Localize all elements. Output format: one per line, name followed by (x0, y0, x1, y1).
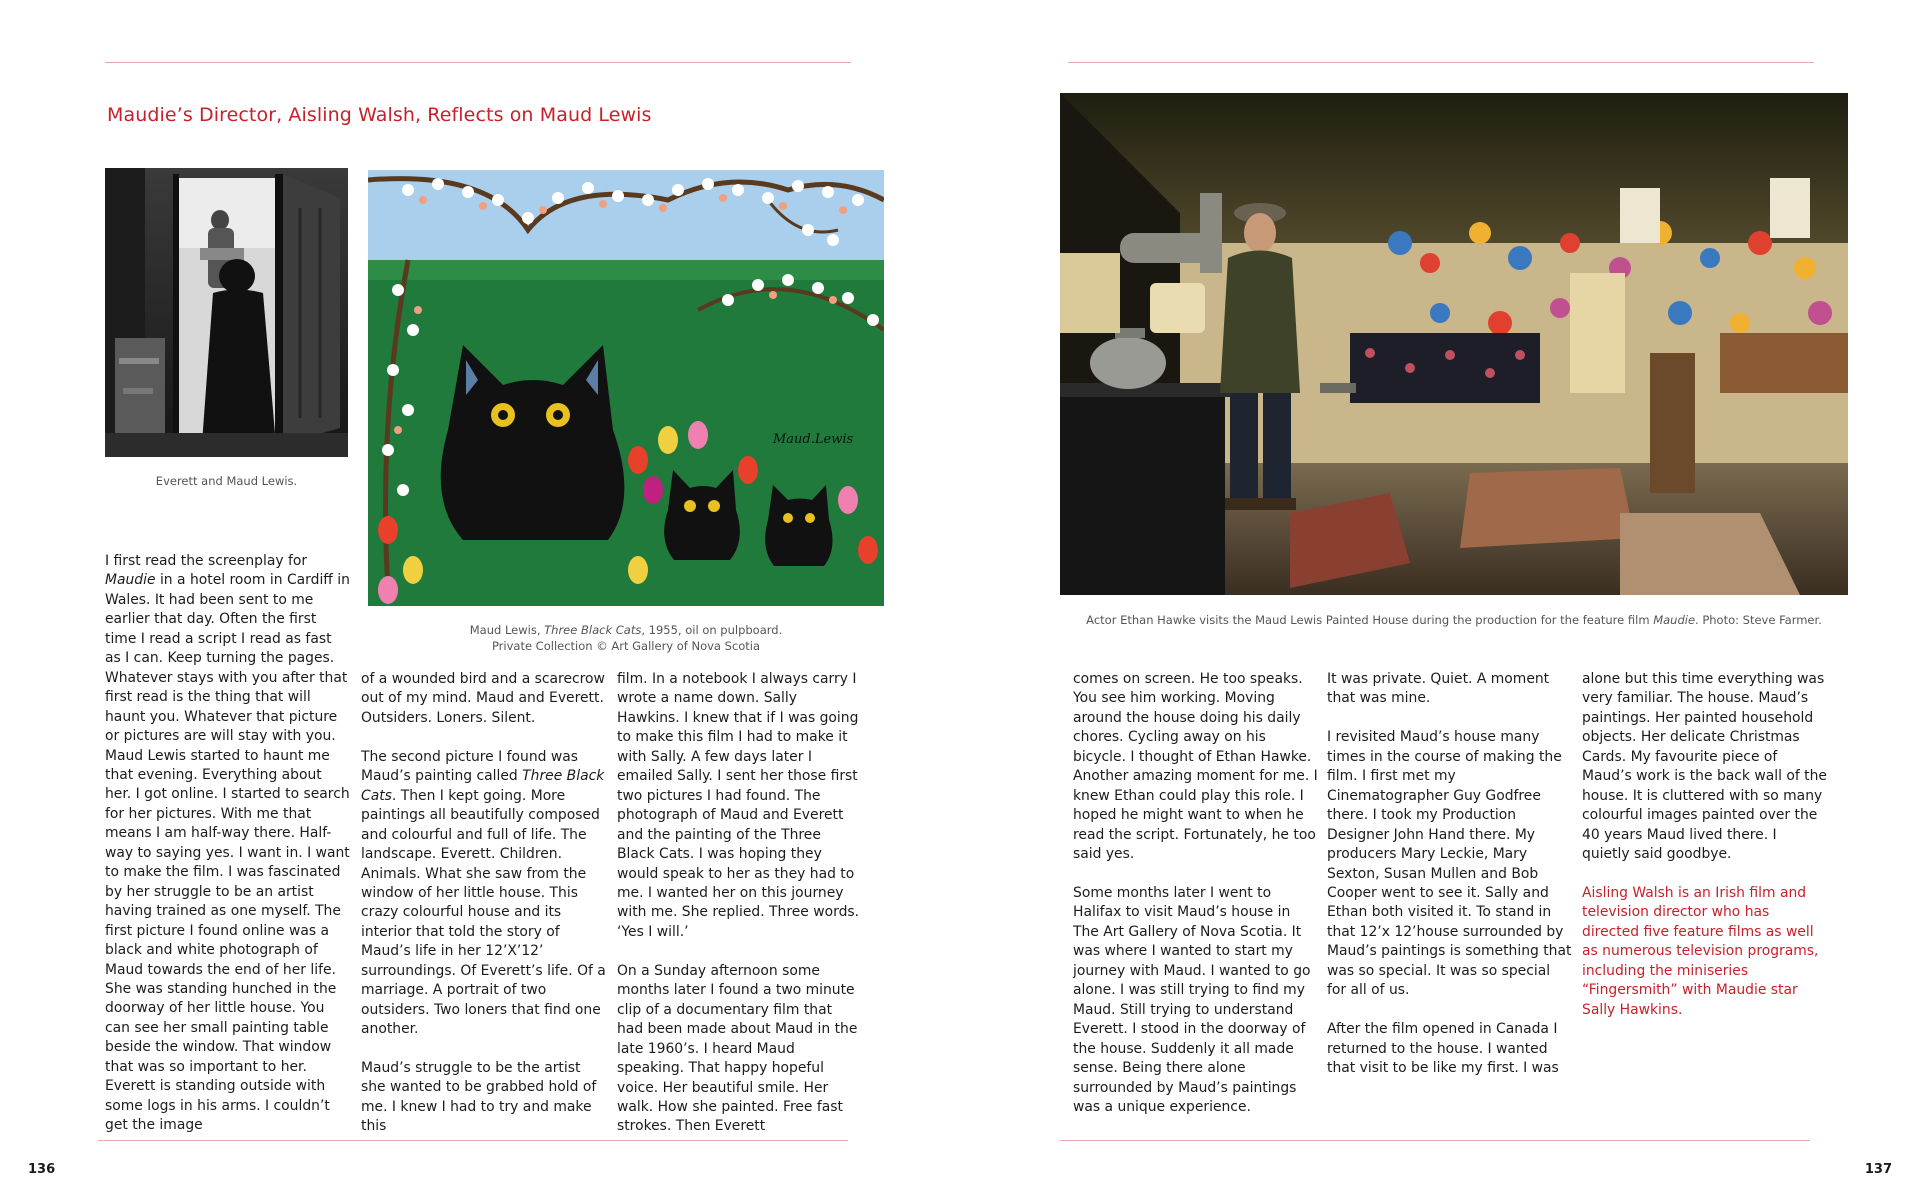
left-column-1 (105, 552, 350, 1136)
painted-house-interior-photo (1060, 93, 1848, 595)
page-number-right: 137 (1864, 1162, 1892, 1177)
top-rule-left (105, 62, 851, 63)
left-column-3 (617, 670, 862, 1137)
right-column-2 (1327, 670, 1572, 1078)
bottom-rule-right (1060, 1140, 1810, 1141)
paragraph: comes on screen. He too speaks. You see him working. Moving around the house doing his daily chores. Cycling away on his bicycle. I thought of Ethan Hawke. Another amazing moment for me. I knew Ethan could play this role. I hoped he might want to when he read the script. Fortunately, he too said yes. (1073, 671, 1318, 863)
three-black-cats-painting (368, 170, 884, 606)
paragraph: It was private. Quiet. A moment that was mine. (1327, 671, 1550, 707)
right-column-3 (1582, 670, 1827, 1020)
paragraph: I revisited Maud’s house many times in the course of making the film. I first met my Cinematographer Guy Godfree there. I took my Production Designer John Hand there. My producers Mary Leckie, Mary Sexton, Susan Mullen and Bob Cooper went to see it. Sally and Ethan both visited it. To stand in that 12’x 12’house surrounded by Maud’s paintings is something that was so special. It was so special for all of us. (1327, 729, 1572, 999)
paragraph: Maud’s struggle to be the artist she wanted to be grabbed hold of me. I knew I had to try and make this (361, 1060, 597, 1135)
interior-photo-caption: Actor Ethan Hawke visits the Maud Lewis Painted House during the production for the feature film Maudie. Photo: Steve Farmer. (1086, 613, 1822, 627)
photo-caption: Everett and Maud Lewis. (155, 474, 298, 488)
paragraph: alone but this time everything was very familiar. The house. Maud’s paintings. Her painted household objects. Her delicate Christmas Cards. My favourite piece of Maud’s work is the back wall of the house. It is cluttered with so many colourful images painted over the 40 years Maud lived there. I quietly said goodbye. (1582, 671, 1827, 863)
author-bio: Aisling Walsh is an Irish film and television director who has directed five feature films as well as numerous television programs, including the miniseries “Fingersmith” with Maudie star Sally Hawkins. (1582, 884, 1819, 1018)
left-column-2 (361, 670, 606, 1137)
paragraph: The second picture I found was Maud’s painting called Three Black Cats. Then I kept going. More paintings all beautifully composed and colourful and full of life. The landscape. Everett. Children. Animals. What she saw from the window of her little house. This crazy colourful house and its interior that told the story of Maud’s life in her 12’X’12’ surroundings. Of Everett’s life. Of a marriage. A portrait of two outsiders. Two loners that find one another. (361, 748, 606, 1038)
paragraph: I first read the screenplay for Maudie in a hotel room in Cardiff in Wales. It had been sent to me earlier that day. Often the first time I read a script I read as fast as I can. Keep turning the pages. Whatever stays with you after that first read is the thing that will haunt you. Whatever that picture or pictures are will stay with you. Maud Lewis started to haunt me that evening. Everything about her. I got online. I started to search for her pictures. With me that means I am half-way there. Half-way to saying yes. I want in. I want to make the film. I was fascinated by her struggle to be an artist having trained as one myself. The first picture I found online was a black and white photograph of Maud towards the end of her life. She was standing hunched in the doorway of her little house. You can see her small painting table beside the window. That window that was so important to her. Everett is standing outside with some logs in his arms. I couldn’t get the image (105, 553, 350, 1134)
paragraph: of a wounded bird and a scarecrow out of my mind. Maud and Everett. Outsiders. Loners. Silent. (361, 671, 605, 726)
painting-signature: Maud.Lewis (773, 432, 854, 447)
paragraph: On a Sunday afternoon some months later I found a two minute clip of a documentary film that had been made about Maud in the late 1960’s. I heard Maud speaking. That happy hopeful voice. Her beautiful smile. Her walk. How she painted. Free fast strokes. Then Everett (617, 962, 858, 1135)
right-column-1 (1073, 670, 1318, 1117)
painting-caption: Maud Lewis, Three Black Cats, 1955, oil on pulpboard. Private Collection © Art Gallery of Nova Scotia (469, 623, 783, 653)
paragraph: Some months later I went to Halifax to visit Maud’s house in The Art Gallery of Nova Scotia. It was where I wanted to start my journey with Maud. I wanted to go alone. I was still trying to find my Maud. Still trying to understand Everett. I stood in the doorway of the house. Suddenly it all made sense. Being there alone surrounded by Maud’s paintings was a unique experience. (1073, 884, 1311, 1115)
top-rule-right (1068, 62, 1814, 63)
paragraph: After the film opened in Canada I returned to the house. I wanted that visit to be like my first. I was (1327, 1021, 1559, 1077)
article-title: Maudie’s Director, Aisling Walsh, Reflects on Maud Lewis (107, 104, 652, 126)
bottom-rule-left (98, 1140, 848, 1141)
page-number-left: 136 (28, 1162, 56, 1177)
everett-and-maud-photo (105, 168, 348, 457)
paragraph: film. In a notebook I always carry I wrote a name down. Sally Hawkins. I knew that if I was going to make this film I had to make it with Sally. A few days later I emailed Sally. I sent her those first two pictures I had found. The photograph of Maud and Everett and the painting of the Three Black Cats. I was hoping they would speak to her as they had to me. I wanted her on this journey with me. She replied. Three words. ‘Yes I will.’ (617, 671, 860, 940)
